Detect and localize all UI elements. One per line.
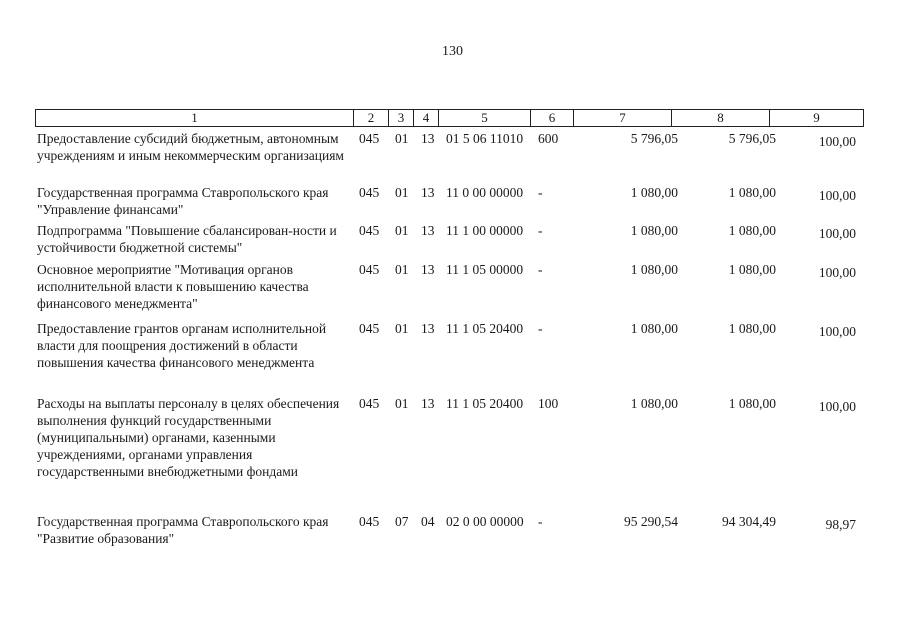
row-col-9: 100,00 <box>818 265 856 280</box>
row-col-9: 100,00 <box>818 324 856 339</box>
row-col-9: 100,00 <box>818 226 856 241</box>
page-number: 130 <box>442 44 463 59</box>
row-col-6: - <box>538 185 543 200</box>
row-col-6: - <box>538 321 543 336</box>
row-col-5: 11 1 05 20400 <box>446 321 524 336</box>
row-name: Расходы на выплаты персоналу в целях обеспечения выполнения функций государственными (муниципальными) органами, казенными учреждениями, органами управления государственными внебюджетными фондами <box>37 396 340 479</box>
row-col-4: 13 <box>421 131 435 146</box>
row-col-8: 1 080,00 <box>728 223 776 238</box>
row-col-4: 13 <box>421 223 435 238</box>
row-col-8: 1 080,00 <box>728 185 776 200</box>
row-col-8: 1 080,00 <box>728 262 776 277</box>
row-col-5: 11 1 05 20400 <box>446 396 524 411</box>
row-col-3: 07 <box>395 514 409 529</box>
row-col-5: 02 0 00 00000 <box>446 514 524 529</box>
row-col-7: 1 080,00 <box>630 185 678 200</box>
header-col-1: 1 <box>191 110 198 125</box>
row-col-7: 1 080,00 <box>630 262 678 277</box>
row-col-5: 11 1 05 00000 <box>446 262 524 277</box>
row-col-8: 94 304,49 <box>722 514 776 529</box>
row-col-7: 1 080,00 <box>630 396 678 411</box>
row-col-3: 01 <box>395 185 409 200</box>
row-col-2: 045 <box>359 396 380 411</box>
header-col-2: 2 <box>353 110 388 126</box>
row-col-3: 01 <box>395 223 409 238</box>
row-col-2: 045 <box>359 262 380 277</box>
header-col-3: 3 <box>388 110 413 126</box>
row-col-2: 045 <box>359 514 380 529</box>
row-col-6: 600 <box>538 131 559 146</box>
row-name: Государственная программа Ставропольского края "Управление финансами" <box>37 185 329 217</box>
row-name: Предоставление субсидий бюджетным, автономным учреждениям и иным некоммерческим организациям <box>37 131 344 163</box>
row-col-8: 1 080,00 <box>728 321 776 336</box>
row-col-6: - <box>538 223 543 238</box>
header-col-9: 9 <box>769 110 863 126</box>
row-col-4: 04 <box>421 514 435 529</box>
header-col-4: 4 <box>413 110 438 126</box>
row-name: Подпрограмма "Повышение сбалансирован-ности и устойчивости бюджетной системы" <box>37 223 337 255</box>
row-col-7: 95 290,54 <box>624 514 678 529</box>
header-col-5: 5 <box>438 110 530 126</box>
row-col-3: 01 <box>395 396 409 411</box>
row-name: Основное мероприятие "Мотивация органов исполнительной власти к повышению качества финансового менеджмента" <box>37 262 309 311</box>
row-col-2: 045 <box>359 131 380 146</box>
row-col-7: 1 080,00 <box>630 321 678 336</box>
row-col-4: 13 <box>421 321 435 336</box>
row-col-3: 01 <box>395 321 409 336</box>
header-col-7: 7 <box>573 110 671 126</box>
row-col-9: 100,00 <box>818 188 856 203</box>
row-col-3: 01 <box>395 262 409 277</box>
row-col-7: 1 080,00 <box>630 223 678 238</box>
row-name: Предоставление грантов органам исполнительной власти для поощрения достижений в области повышения качества финансового менеджмента <box>37 321 327 370</box>
row-col-6: - <box>538 514 543 529</box>
row-col-9: 100,00 <box>818 399 856 414</box>
header-col-6: 6 <box>530 110 573 126</box>
row-col-5: 11 1 00 00000 <box>446 223 524 238</box>
row-col-6: 100 <box>538 396 559 411</box>
row-col-4: 13 <box>421 185 435 200</box>
header-col-8: 8 <box>671 110 769 126</box>
row-col-8: 1 080,00 <box>728 396 776 411</box>
row-name: Государственная программа Ставропольского края "Развитие образования" <box>37 514 329 546</box>
row-col-2: 045 <box>359 223 380 238</box>
row-col-5: 11 0 00 00000 <box>446 185 524 200</box>
row-col-2: 045 <box>359 321 380 336</box>
row-col-9: 100,00 <box>818 134 856 149</box>
row-col-2: 045 <box>359 185 380 200</box>
row-col-4: 13 <box>421 396 435 411</box>
row-col-8: 5 796,05 <box>728 131 776 146</box>
row-col-5: 01 5 06 11010 <box>446 131 524 146</box>
table-header <box>35 109 864 127</box>
row-col-4: 13 <box>421 262 435 277</box>
row-col-6: - <box>538 262 543 277</box>
row-col-3: 01 <box>395 131 409 146</box>
row-col-7: 5 796,05 <box>630 131 678 146</box>
row-col-9: 98,97 <box>825 517 856 532</box>
